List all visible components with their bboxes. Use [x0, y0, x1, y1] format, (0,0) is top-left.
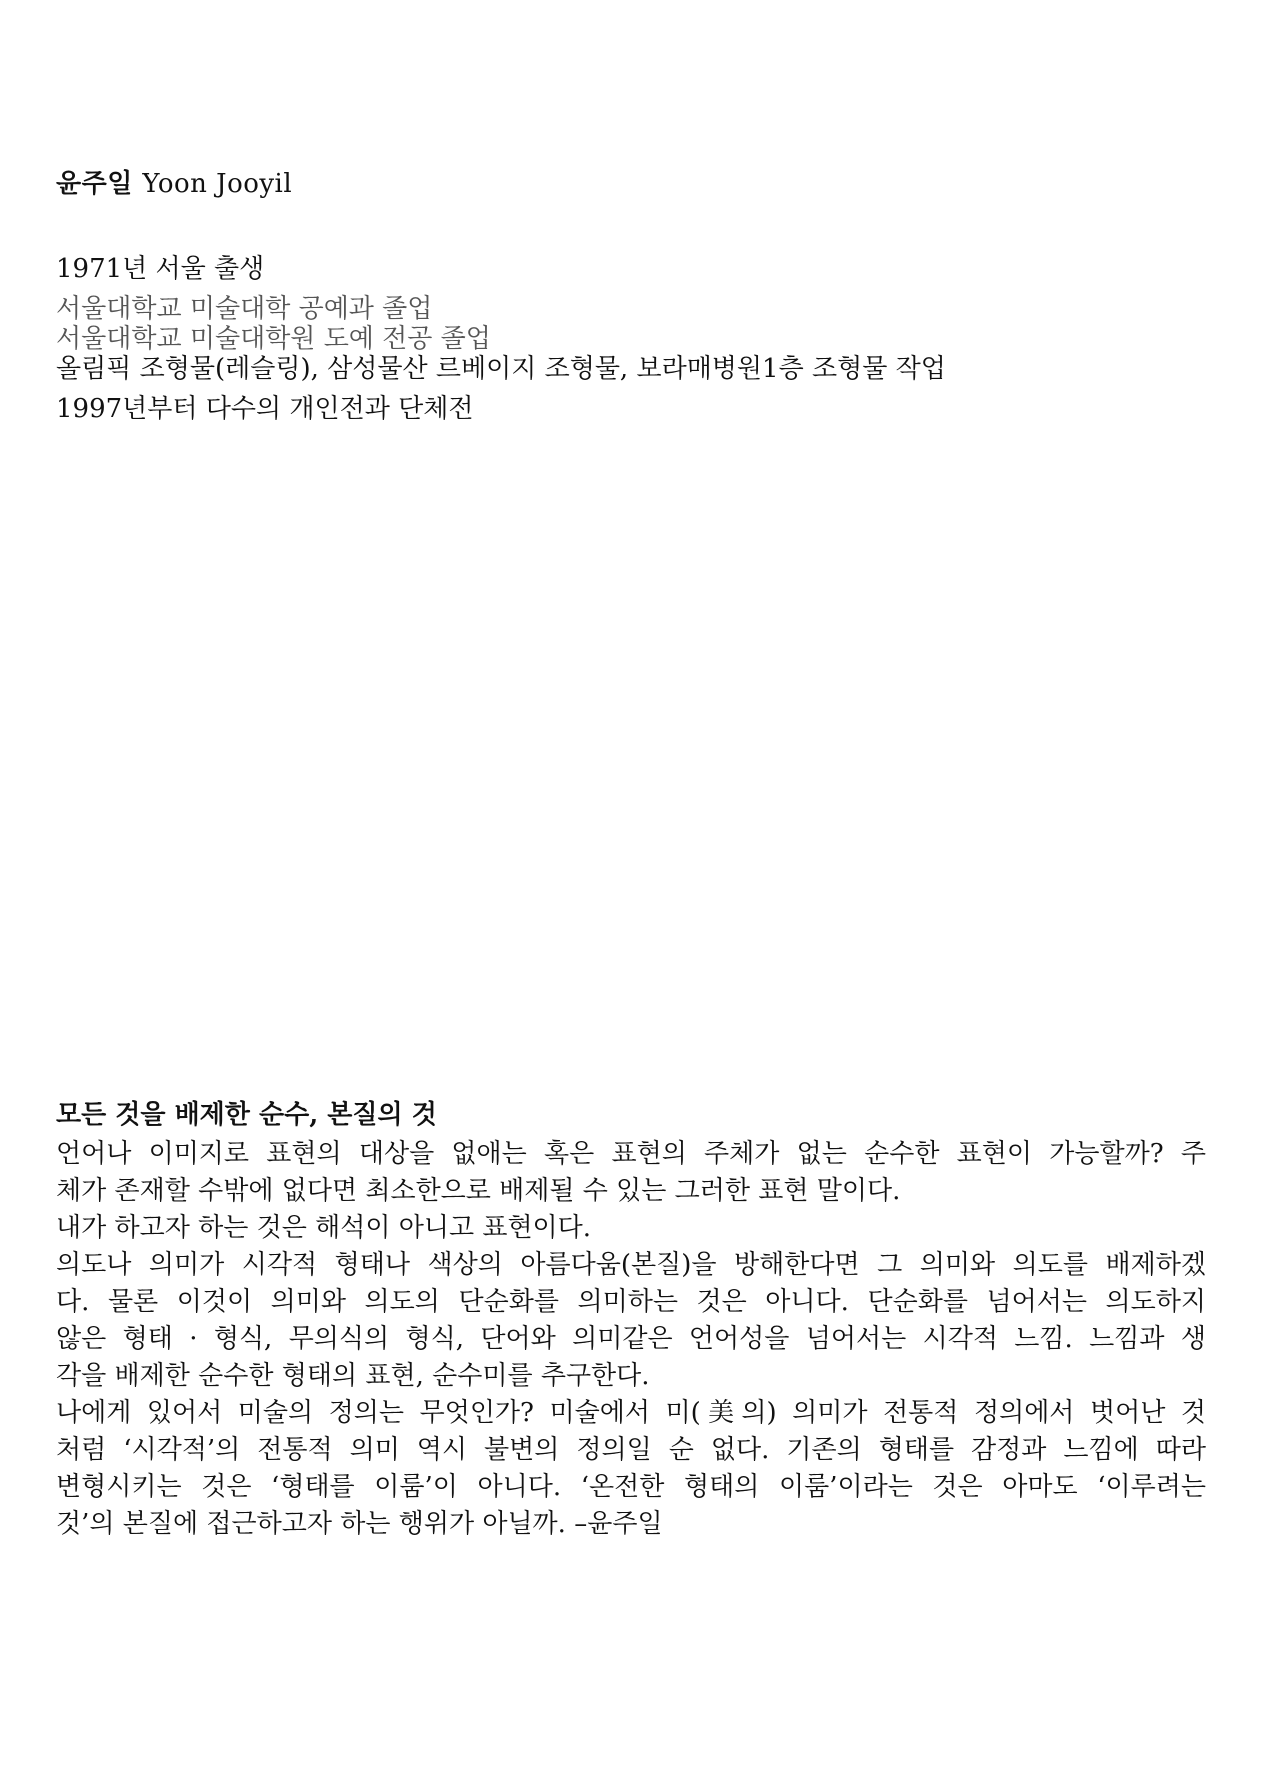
- artist-bio: [56, 254, 1206, 424]
- bio-line-exhibitions: 1997년부터 다수의 개인전과 단체전: [56, 394, 474, 424]
- bio-line-works: 올림픽 조형물(레슬링), 삼성물산 르베이지 조형물, 보라매병원1층 조형물 작업: [56, 354, 946, 384]
- bio-line-birth: 1971년 서울 출생: [56, 254, 265, 284]
- statement-line: 다. 물론 이것이 의미와 의도의 단순화를 의미하는 것은 아니다. 단순화를 넘어서는 의도하지: [56, 1287, 1206, 1317]
- artist-name-korean: 윤주일: [56, 169, 133, 199]
- statement-line: 않은 형태 · 형식, 무의식의 형식, 단어와 의미같은 언어성을 넘어서는 시각적 느낌. 느낌과 생: [56, 1324, 1206, 1354]
- statement-line: 언어나 이미지로 표현의 대상을 없애는 혹은 표현의 주체가 없는 순수한 표현이 가능할까? 주: [56, 1139, 1206, 1169]
- statement-line: 체가 존재할 수밖에 없다면 최소한으로 배제될 수 있는 그러한 표현 말이다.: [56, 1176, 901, 1206]
- statement-line: 변형시키는 것은 ‘형태를 이룸’이 아니다. ‘온전한 형태의 이룸’이라는 것은 아마도 ‘이루려는: [56, 1472, 1206, 1502]
- statement-title: 모든 것을 배제한 순수, 본질의 것: [56, 1100, 437, 1130]
- statement-line: 의도나 의미가 시각적 형태나 색상의 아름다움(본질)을 방해한다면 그 의미와 의도를 배제하겠: [56, 1250, 1206, 1280]
- bio-line-education-undergrad: 서울대학교 미술대학 공예과 졸업: [56, 294, 433, 324]
- artist-statement: [56, 1098, 1206, 1543]
- statement-line: 각을 배제한 순수한 형태의 표현, 순수미를 추구한다.: [56, 1361, 650, 1391]
- bio-line-education-grad: 서울대학교 미술대학원 도예 전공 졸업: [56, 324, 491, 354]
- statement-line: 내가 하고자 하는 것은 해석이 아니고 표현이다.: [56, 1213, 592, 1243]
- artist-name-english: Yoon Jooyil: [142, 169, 293, 199]
- statement-line: 처럼 ‘시각적’의 전통적 의미 역시 불변의 정의일 순 없다. 기존의 형태를 감정과 느낌에 따라: [56, 1435, 1206, 1465]
- statement-line: 나에게 있어서 미술의 정의는 무엇인가? 미술에서 미(美의) 의미가 전통적 정의에서 벗어난 것: [56, 1398, 1206, 1428]
- artist-name-heading: [56, 163, 292, 200]
- statement-line-signature: 것’의 본질에 접근하고자 하는 행위가 아닐까. –윤주일: [56, 1509, 663, 1539]
